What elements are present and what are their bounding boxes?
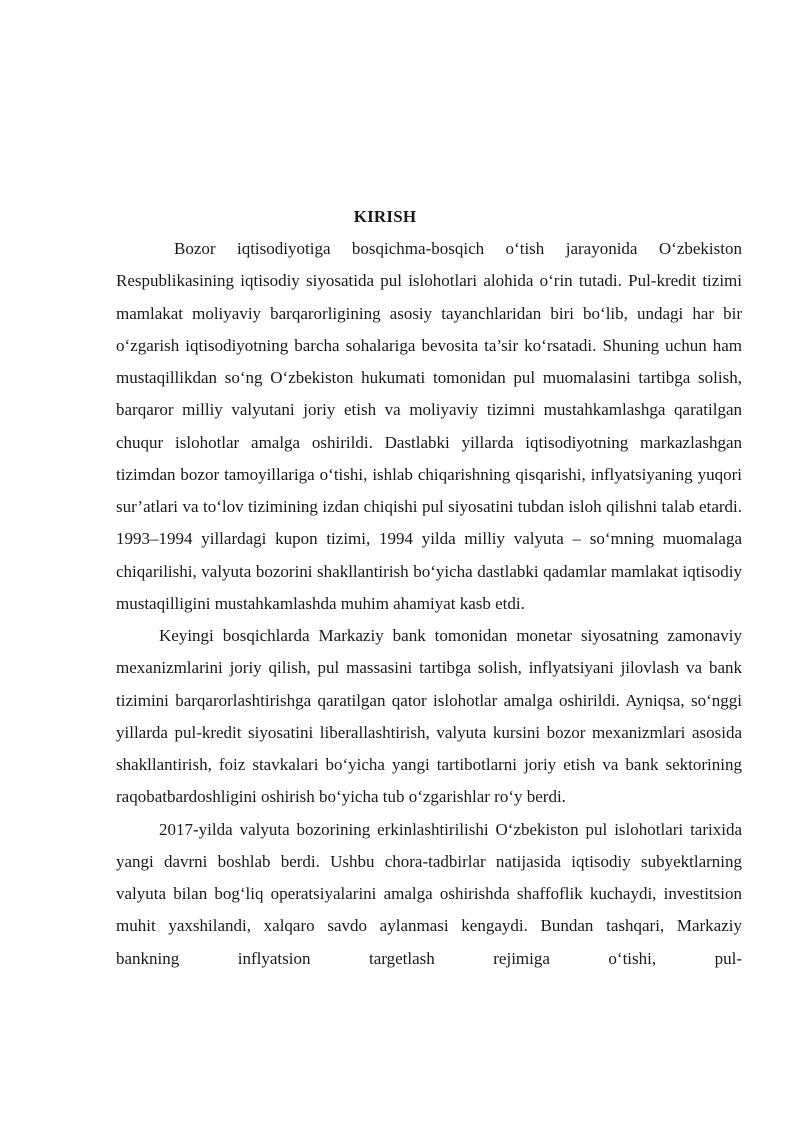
paragraph-1: Bozor iqtisodiyotiga bosqichma-bosqich o‘tish jarayonida O‘zbekiston Respublikasining iqtisodiy siyosatida pul islohotlari alohida o‘rin tutadi. Pul-kredit tizimi mamlakat moliyaviy barqarorligining asosiy tayanchlaridan biri bo‘lib, undagi har bir o‘zgarish iqtisodiyotning barcha sohalariga bevosita ta’sir ko‘rsatadi. Shuning uchun ham mustaqillikdan so‘ng O‘zbekiston hukumati tomonidan pul muomalasini tartibga solish, barqaror milliy valyutani joriy etish va moliyaviy tizimni mustahkamlashga qaratilgan chuqur islohotlar amalga oshirildi. Dastlabki yillarda iqtisodiyotning markazlashgan tizimdan bozor tamoyillariga o‘tishi, ishlab chiqarishning qisqarishi, inflyatsiyaning yuqori sur’atlari va to‘lov tizimining izdan chiqishi pul siyosatini tubdan isloh qilishni talab etardi. 1993–1994 yillardagi kupon tizimi, 1994 yilda milliy valyuta – so‘mning muomalaga chiqarilishi, valyuta bozorini shakllantirish bo‘yicha dastlabki qadamlar mamlakat iqtisodiy mustaqilligini mustahkamlashda muhim ahamiyat kasb etdi. <box>116 239 742 613</box>
paragraph-3: 2017-yilda valyuta bozorining erkinlashtirilishi O‘zbekiston pul islohotlari tarixida yangi davrni boshlab berdi. Ushbu chora-tadbirlar natijasida iqtisodiy subyektlarning valyuta bilan bog‘liq operatsiyalarini amalga oshirishda shaffoflik kuchaydi, investitsion muhit yaxshilandi, xalqaro savdo aylanmasi kengaydi. Bundan tashqari, Markaziy bankning inflyatsion targetlash rejimiga o‘tishi, pul- <box>116 819 742 968</box>
document-heading: KIRISH <box>353 207 417 226</box>
document-body <box>116 233 742 975</box>
paragraph-2: Keyingi bosqichlarda Markaziy bank tomonidan monetar siyosatning zamonaviy mexanizmlarini joriy qilish, pul massasini tartibga solish, inflyatsiyani jilovlash va bank tizimini barqarorlashtirishga qaratilgan qator islohotlar amalga oshirildi. Ayniqsa, so‘nggi yillarda pul-kredit siyosatini liberallashtirish, valyuta kursini bozor mexanizmlari asosida shakllantirish, foiz stavkalari bo‘yicha yangi tartibotlarni joriy etish va bank sektorining raqobatbardoshligini oshirish bo‘yicha tub o‘zgarishlar ro‘y berdi. <box>116 626 742 807</box>
